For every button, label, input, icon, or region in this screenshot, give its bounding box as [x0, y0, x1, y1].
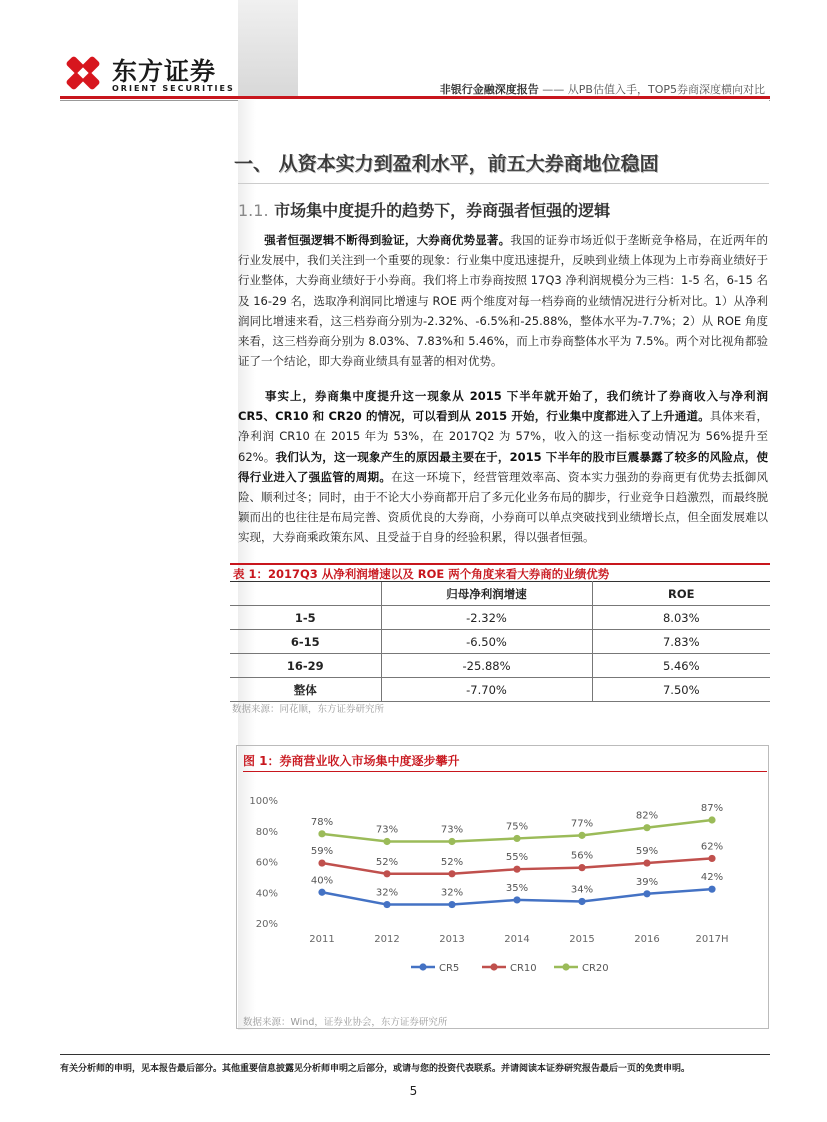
table-row: [230, 630, 770, 654]
paragraph-2-body-2: 在这一环境下，经营管理效率高、资本实力强劲的券商更有优势去抵御风险、顺利过冬；同时，由于不论大小券商都开启了多元化业务布局的脚步，行业竞争日趋激烈，而最终脱颖而出的也往往是布局完善、资质优良的大券商，小券商可以单点突破找到业绩增长点，但全面发展难以实现，大券商乘政策东风、且受益于自身的经验积累，得以强者恒强。: [238, 469, 769, 545]
report-header: [440, 81, 765, 97]
section-heading-rule: [238, 183, 769, 184]
data-label-cr5: 39%: [635, 876, 659, 888]
data-label-cr10: 62%: [700, 841, 724, 853]
table-row: [230, 678, 770, 702]
report-subtitle: 从PB估值入手，TOP5券商深度横向对比: [567, 83, 765, 96]
data-label-cr20: 77%: [570, 818, 594, 830]
table-cell-tier: 1-5: [230, 606, 381, 630]
chart-title: 图 1：券商营业收入市场集中度逐步攀升: [243, 754, 460, 768]
report-type: 非银行金融深度报告: [439, 83, 539, 96]
paragraph-2: [238, 386, 768, 548]
data-label-cr10: 59%: [310, 846, 334, 858]
table-cell-tier: 整体: [230, 678, 381, 702]
section-heading: 一、 从资本实力到盈利水平，前五大券商地位稳固: [234, 153, 659, 175]
data-point-cr20: [708, 816, 715, 823]
legend-marker-cr5: [419, 963, 426, 970]
subsection-number: 1.1.: [238, 201, 269, 220]
data-point-cr10: [578, 864, 585, 871]
data-point-cr10: [383, 870, 390, 877]
data-point-cr20: [513, 835, 520, 842]
report-separator: ——: [538, 83, 568, 96]
orient-logo-icon: [60, 50, 106, 96]
data-label-cr5: 40%: [310, 875, 334, 887]
data-point-cr5: [513, 896, 520, 903]
table-cell-growth: -7.70%: [381, 678, 592, 702]
chart-title-rule: [243, 771, 767, 772]
table-source: 数据来源：同花顺，东方证券研究所: [232, 704, 385, 715]
paragraph-1-body: 我国的证券市场近似于垄断竞争格局，在近两年的行业发展中，我们关注到一个重要的现象：行业集中度迅速提升，反映到业绩上体现为上市券商业绩好于行业整体，大券商业绩好于小券商。我们将上市券商按照 17Q3 净利润规模分为三档：1-5 名，6-15 名及 16-29 名，选取净利润同比增速与 ROE 两个维度对每一档券商的业绩情况进行分析对比。1）从净利润同比增速来看，这三档券商分别为-2.32%、-6.5%和-25.88%，整体水平为-7.7%；2）从 ROE 角度来看，这三档券商分别为 8.03%、7.83%和 5.46%，而上市券商整体水平为 7.5%。两个对比视角都验证了一个结论，即大券商业绩具有显著的相对优势。: [238, 233, 768, 369]
table-cell-roe: 5.46%: [592, 654, 770, 678]
y-tick-label: 100%: [249, 796, 278, 807]
legend-marker-cr20: [562, 963, 569, 970]
data-label-cr10: 55%: [505, 852, 529, 864]
data-label-cr10: 52%: [375, 856, 399, 868]
legend-label-cr5: CR5: [439, 963, 460, 974]
data-label-cr5: 34%: [570, 884, 594, 896]
table-cell-growth: -2.32%: [381, 606, 592, 630]
x-tick-label: 2017H: [695, 934, 729, 945]
paragraph-1: [238, 230, 768, 371]
data-point-cr5: [448, 901, 455, 908]
paragraph-1-lead: 强者恒强逻辑不断得到验证，大券商优势显著。: [264, 233, 511, 247]
x-tick-label: 2012: [374, 934, 400, 945]
table-header-row: [230, 582, 770, 606]
table-header-cell: [230, 582, 381, 606]
y-tick-label: 60%: [255, 857, 278, 869]
data-label-cr20: 82%: [635, 810, 659, 822]
x-tick-label: 2011: [309, 934, 335, 945]
data-label-cr5: 32%: [440, 887, 464, 899]
x-tick-label: 2013: [439, 934, 465, 945]
chart-source: 数据来源：Wind，证券业协会，东方证券研究所: [243, 1017, 448, 1028]
header-decor-band: [238, 0, 298, 96]
table-cell-roe: 8.03%: [592, 606, 770, 630]
data-label-cr5: 42%: [700, 872, 724, 884]
data-point-cr10: [708, 855, 715, 862]
page-number: 5: [409, 1084, 418, 1098]
paragraph-2-body-1: 具体来看，净利润 CR10 在 2015 年为 53%，在 2017Q2 为 57%，收入的这一指标变动情况为 56%提升至 62%。: [238, 409, 769, 464]
footer-rule: [60, 1054, 770, 1055]
data-point-cr5: [643, 890, 650, 897]
table-title: 表 1：2017Q3 从净利润增速以及 ROE 两个角度来看大券商的业绩优势: [230, 563, 770, 581]
x-tick-label: 2014: [504, 934, 530, 945]
legend-marker-cr10: [490, 963, 497, 970]
data-point-cr20: [643, 824, 650, 831]
data-point-cr10: [643, 859, 650, 866]
footer-disclaimer: 有关分析师的申明，见本报告最后部分。其他重要信息披露见分析师申明之后部分，或请与您的投资代表联系。并请阅读本证券研究报告最后一页的免责申明。: [60, 1064, 691, 1074]
data-point-cr20: [578, 832, 585, 839]
paragraph-2-lead: 事实上，券商集中度提升这一现象从 2015 下半年就开始了，我们统计了券商收入与净利润 CR5、CR10 和 CR20 的情况，可以看到从 2015 开始，行业集中度都进入了上升通道。: [238, 389, 768, 424]
data-point-cr5: [383, 901, 390, 908]
table-cell-roe: 7.83%: [592, 630, 770, 654]
table-row: [230, 606, 770, 630]
data-point-cr5: [318, 889, 325, 896]
y-tick-label: 20%: [255, 919, 278, 930]
logo-english-name: ORIENT SECURITIES: [112, 84, 235, 93]
logo-chinese-name: 东方证券: [112, 57, 217, 86]
y-tick-label: 40%: [255, 888, 278, 900]
data-label-cr20: 73%: [375, 824, 399, 836]
data-point-cr10: [318, 859, 325, 866]
data-label-cr10: 56%: [570, 850, 594, 862]
data-label-cr10: 52%: [440, 856, 464, 868]
table-cell-roe: 7.50%: [592, 678, 770, 702]
performance-table: [230, 581, 770, 702]
data-label-cr5: 32%: [375, 887, 399, 899]
data-label-cr20: 75%: [505, 821, 529, 833]
data-label-cr20: 87%: [700, 802, 724, 814]
data-label-cr10: 59%: [635, 846, 659, 858]
paragraph-2-claim: 我们认为，这一现象产生的原因最主要在于，2015 下半年的股市巨震暴露了较多的风险点，使得行业进入了强监管的周期。: [238, 449, 769, 484]
data-point-cr20: [448, 838, 455, 845]
subsection-title: 市场集中度提升的趋势下，券商强者恒强的逻辑: [268, 201, 611, 220]
x-tick-label: 2016: [634, 934, 660, 945]
table-header-cell: 归母净利润增速: [381, 582, 592, 606]
data-point-cr10: [448, 870, 455, 877]
concentration-line-chart: [236, 776, 769, 1012]
data-label-cr20: 78%: [310, 816, 334, 828]
legend-label-cr10: CR10: [510, 963, 537, 974]
data-point-cr10: [513, 866, 520, 873]
data-point-cr20: [318, 830, 325, 837]
table-cell-growth: -6.50%: [381, 630, 592, 654]
table-cell-tier: 16-29: [230, 654, 381, 678]
subsection-heading: [238, 198, 610, 221]
table-cell-growth: -25.88%: [381, 654, 592, 678]
data-label-cr5: 35%: [505, 882, 529, 894]
data-point-cr5: [708, 886, 715, 893]
table-row: [230, 654, 770, 678]
table-header-cell: ROE: [592, 582, 770, 606]
legend-label-cr20: CR20: [582, 963, 609, 974]
data-point-cr20: [383, 838, 390, 845]
y-tick-label: 80%: [255, 826, 278, 838]
table-cell-tier: 6-15: [230, 630, 381, 654]
x-tick-label: 2015: [569, 934, 595, 945]
header-rule-red: [60, 96, 770, 99]
data-label-cr20: 73%: [440, 824, 464, 836]
data-point-cr5: [578, 898, 585, 905]
